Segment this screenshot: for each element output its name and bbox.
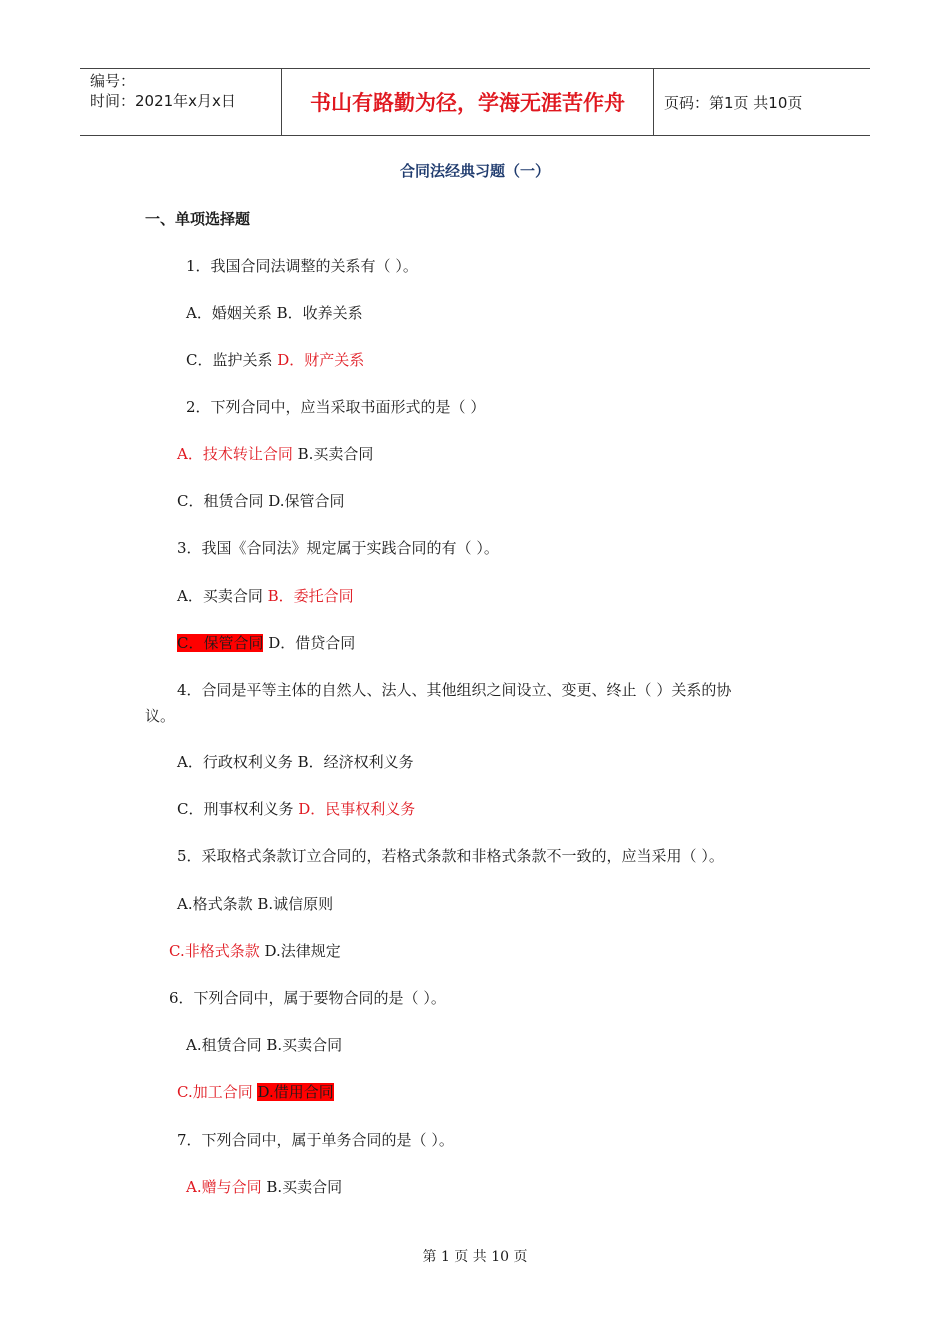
answer-option-a: A.赠与合同 xyxy=(186,1178,262,1196)
question-2-options-ab xyxy=(177,444,373,464)
question-7-options-ab xyxy=(186,1177,342,1197)
section-title: 一、单项选择题 xyxy=(145,210,251,228)
answer-option-a: A．技术转让合同 xyxy=(177,445,293,463)
question-4-options-ab: A．行政权利义务 B．经济权利义务 xyxy=(177,753,414,771)
document-title: 合同法经典习题（一） xyxy=(399,162,550,180)
header-page-info: 页码：第1页 共10页 xyxy=(664,93,803,112)
answer-option-c: C.非格式条款 xyxy=(169,942,260,960)
number-label: 编号： xyxy=(90,72,136,90)
question-5-options-ab: A.格式条款 B.诚信原则 xyxy=(177,895,334,913)
highlighted-option-d: D.借用合同 xyxy=(257,1083,334,1101)
highlighted-option-c: C．保管合同 xyxy=(177,634,264,652)
option-d: D．借贷合同 xyxy=(263,634,356,652)
answer-option-b: B．委托合同 xyxy=(267,587,354,605)
question-2: 2．下列合同中，应当采取书面形式的是（ ） xyxy=(186,398,486,416)
question-4-line-1: 4．合同是平等主体的自然人、法人、其他组织之间设立、变更、终止（ ）关系的协 xyxy=(177,681,732,699)
answer-option-c: C.加工合同 xyxy=(177,1083,258,1101)
question-5: 5．采取格式条款订立合同的，若格式条款和非格式条款不一致的，应当采用（ ）。 xyxy=(177,847,724,865)
question-5-options-cd xyxy=(169,941,341,961)
header-motto: 书山有路勤为径，学海无涯苦作舟 xyxy=(282,69,654,135)
question-3-options-ab xyxy=(177,586,354,606)
question-6-options-ab: A.租赁合同 B.买卖合同 xyxy=(186,1036,343,1054)
option-b: B.买卖合同 xyxy=(292,445,374,463)
option-a: A．买卖合同 xyxy=(177,587,268,605)
page-footer: 第 1 页 共 10 页 xyxy=(422,1249,528,1265)
option-c: C．监护关系 xyxy=(186,351,278,369)
question-1-options-ab: A．婚姻关系 B．收养关系 xyxy=(186,304,363,322)
question-4-options-cd xyxy=(177,799,415,819)
page-header xyxy=(80,68,870,136)
answer-option-d: D．民事权利义务 xyxy=(298,800,416,818)
question-3: 3．我国《合同法》规定属于实践合同的有（ ）。 xyxy=(177,539,499,557)
question-6: 6．下列合同中，属于要物合同的是（ ）。 xyxy=(169,989,446,1007)
header-meta xyxy=(80,69,282,135)
option-d: D.法律规定 xyxy=(259,942,341,960)
question-7: 7．下列合同中，属于单务合同的是（ ）。 xyxy=(177,1131,454,1149)
question-1-options-cd xyxy=(186,350,364,370)
question-1: 1．我国合同法调整的关系有（ ）。 xyxy=(186,257,418,275)
option-b: B.买卖合同 xyxy=(261,1178,343,1196)
time-label: 时间：2021年x月x日 xyxy=(90,92,236,110)
question-4-line-2: 议。 xyxy=(145,707,176,725)
option-c: C．刑事权利义务 xyxy=(177,800,299,818)
question-6-options-cd xyxy=(177,1082,334,1102)
answer-option-d: D．财产关系 xyxy=(277,351,365,369)
question-3-options-cd xyxy=(177,633,355,653)
question-2-options-cd: C．租赁合同 D.保管合同 xyxy=(177,492,345,510)
